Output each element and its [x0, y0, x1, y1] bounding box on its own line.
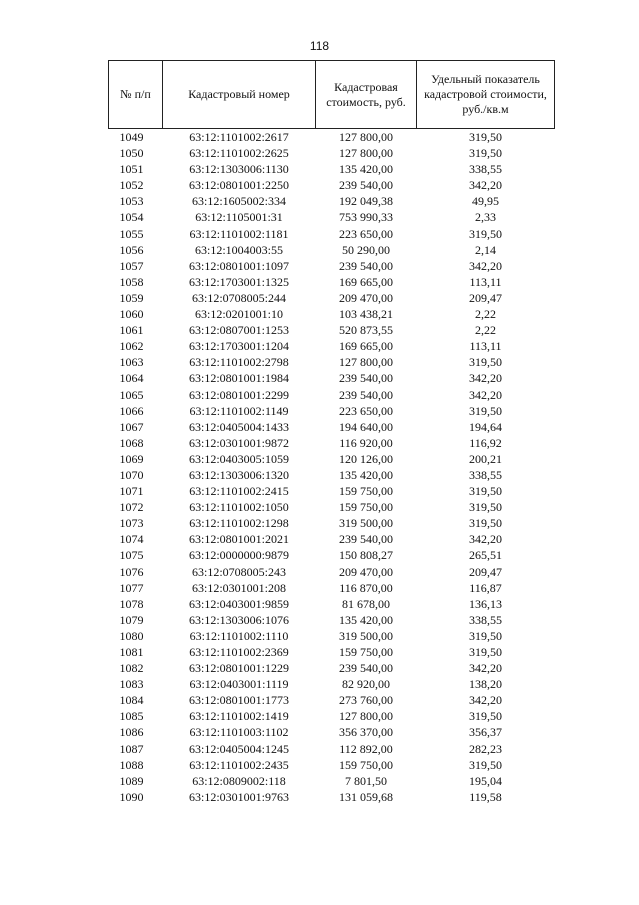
table-row	[109, 741, 555, 757]
cadastral-value: 159 750,00	[339, 484, 393, 499]
specific-value: 319,50	[469, 516, 502, 531]
header-row	[109, 61, 555, 129]
row-number: 1053	[119, 194, 144, 209]
specific-value: 319,50	[469, 226, 502, 241]
specific-value: 2,14	[475, 242, 496, 257]
cadastral-value: 239 540,00	[339, 178, 393, 193]
cadastral-number: 63:12:1303006:1076	[188, 612, 289, 627]
table-row	[109, 757, 555, 773]
row-number: 1049	[119, 130, 144, 144]
table-row	[109, 193, 555, 209]
cadastral-number: 63:12:0301001:9763	[188, 789, 289, 804]
specific-value: 116,87	[469, 580, 502, 595]
cadastral-number: 63:12:1101002:2625	[189, 146, 289, 161]
specific-value: 195,04	[469, 773, 502, 788]
table-row	[109, 403, 555, 419]
table-row	[109, 628, 555, 644]
specific-value: 319,50	[469, 403, 502, 418]
cadastral-number: 63:12:0403005:1059	[188, 451, 289, 466]
cadastral-value: 239 540,00	[339, 661, 393, 676]
table-row	[109, 564, 555, 580]
row-number: 1087	[119, 741, 144, 756]
table-row	[109, 419, 555, 435]
specific-value: 113,11	[469, 274, 502, 289]
table-row	[109, 531, 555, 547]
specific-value: 319,50	[469, 709, 502, 724]
cadastral-number: 63:12:1101002:2415	[189, 484, 289, 499]
cadastral-number: 63:12:0801001:1984	[188, 371, 289, 386]
cadastral-value: 7 801,50	[345, 773, 387, 788]
cadastral-number: 63:12:1703001:1325	[188, 274, 289, 289]
cadastral-value: 127 800,00	[339, 130, 393, 144]
cadastral-value: 169 665,00	[339, 339, 393, 354]
table-row	[109, 177, 555, 193]
cadastral-number: 63:12:0403001:1119	[189, 677, 289, 692]
table-row	[109, 692, 555, 708]
cadastral-number: 63:12:1101003:1102	[189, 725, 289, 740]
table-row	[109, 226, 555, 242]
cadastral-number: 63:12:1105001:31	[195, 210, 283, 225]
row-number: 1084	[119, 693, 144, 708]
table-row	[109, 499, 555, 515]
row-number: 1075	[119, 548, 144, 563]
cadastral-value: 169 665,00	[339, 274, 393, 289]
row-number: 1063	[119, 355, 144, 370]
cadastral-number: 63:12:0405004:1433	[188, 419, 289, 434]
cadastral-number: 63:12:0801001:1229	[188, 661, 289, 676]
row-number: 1057	[119, 258, 144, 273]
cadastral-value: 319 500,00	[339, 516, 393, 531]
row-number: 1050	[119, 146, 144, 161]
specific-value: 200,21	[469, 451, 502, 466]
specific-value: 342,20	[469, 258, 502, 273]
table-row	[109, 789, 555, 805]
cadastral-value: 192 049,38	[339, 194, 393, 209]
row-number: 1068	[119, 435, 144, 450]
specific-value: 342,20	[469, 693, 502, 708]
cadastral-value: 82 920,00	[342, 677, 390, 692]
cadastral-number: 63:12:1101002:2435	[189, 757, 289, 772]
table-row	[109, 515, 555, 531]
table-row	[109, 129, 555, 146]
row-number: 1056	[119, 242, 144, 257]
table-row	[109, 708, 555, 724]
cadastral-number: 63:12:1101002:1110	[189, 628, 289, 643]
cadastral-table	[108, 60, 555, 805]
row-number: 1074	[119, 532, 144, 547]
row-number: 1064	[119, 371, 144, 386]
table-row	[109, 724, 555, 740]
cadastral-value: 159 750,00	[339, 757, 393, 772]
cadastral-number: 63:12:0807001:1253	[188, 323, 289, 338]
table-row	[109, 435, 555, 451]
cadastral-number: 63:12:0708005:244	[191, 290, 286, 305]
table-row	[109, 547, 555, 563]
row-number: 1080	[119, 628, 144, 643]
row-number: 1066	[119, 403, 144, 418]
cadastral-number: 63:12:0809002:118	[192, 773, 286, 788]
row-number: 1085	[119, 709, 144, 724]
cadastral-number: 63:12:1101002:1149	[189, 403, 289, 418]
row-number: 1065	[119, 387, 144, 402]
cadastral-value: 159 750,00	[339, 500, 393, 515]
table-row	[109, 161, 555, 177]
cadastral-value: 50 290,00	[342, 242, 390, 257]
row-number: 1062	[119, 339, 144, 354]
cadastral-value: 209 470,00	[339, 564, 393, 579]
specific-value: 319,50	[469, 484, 502, 499]
cadastral-value: 239 540,00	[339, 532, 393, 547]
table-row	[109, 242, 555, 258]
cadastral-value: 209 470,00	[339, 290, 393, 305]
specific-value: 342,20	[469, 178, 502, 193]
cadastral-number: 63:12:0405004:1245	[188, 741, 289, 756]
specific-value: 356,37	[469, 725, 502, 740]
row-number: 1051	[119, 162, 144, 177]
row-number: 1078	[119, 596, 144, 611]
cadastral-value: 223 650,00	[339, 403, 393, 418]
specific-value: 209,47	[469, 290, 502, 305]
row-number: 1088	[119, 757, 144, 772]
cadastral-value: 135 420,00	[339, 612, 393, 627]
row-number: 1070	[119, 467, 144, 482]
specific-value: 265,51	[469, 548, 502, 563]
specific-value: 116,92	[469, 435, 502, 450]
row-number: 1061	[119, 323, 144, 338]
table-row	[109, 322, 555, 338]
specific-value: 342,20	[469, 661, 502, 676]
cadastral-number: 63:12:0801001:1097	[188, 258, 289, 273]
specific-value: 338,55	[469, 467, 502, 482]
specific-value: 319,50	[469, 628, 502, 643]
specific-value: 319,50	[469, 130, 502, 144]
cadastral-number: 63:12:1703001:1204	[188, 339, 289, 354]
cadastral-value: 356 370,00	[339, 725, 393, 740]
cadastral-number: 63:12:0801001:2250	[188, 178, 289, 193]
header-specific-value: Удельный показатель кадастровой стоимости, руб./кв.м	[417, 61, 555, 129]
cadastral-number: 63:12:1101002:1298	[189, 516, 289, 531]
cadastral-value: 127 800,00	[339, 146, 393, 161]
cadastral-value: 116 920,00	[339, 435, 393, 450]
cadastral-value: 120 126,00	[339, 451, 393, 466]
cadastral-number: 63:12:1101002:2369	[189, 645, 289, 659]
cadastral-value: 116 870,00	[339, 580, 393, 595]
cadastral-value: 150 808,27	[339, 548, 393, 563]
cadastral-number: 63:12:0000000:9879	[188, 548, 289, 563]
row-number: 1067	[119, 419, 144, 434]
cadastral-number: 63:12:0801001:2299	[188, 387, 289, 402]
specific-value: 138,20	[469, 677, 502, 692]
specific-value: 338,55	[469, 612, 502, 627]
row-number: 1058	[119, 274, 144, 289]
table-row	[109, 258, 555, 274]
cadastral-number: 63:12:1101002:2798	[189, 355, 289, 370]
header-cadastral-value: Кадастровая стоимость, руб.	[316, 61, 417, 129]
specific-value: 194,64	[469, 419, 502, 434]
table-row	[109, 451, 555, 467]
cadastral-number: 63:12:0301001:208	[191, 580, 286, 595]
row-number: 1055	[119, 226, 144, 241]
specific-value: 319,50	[469, 500, 502, 515]
cadastral-number: 63:12:1101002:1181	[189, 226, 289, 241]
table-row	[109, 596, 555, 612]
table-row	[109, 773, 555, 789]
specific-value: 319,50	[469, 645, 502, 659]
row-number: 1076	[119, 564, 144, 579]
cadastral-value: 103 438,21	[339, 307, 393, 322]
row-number: 1082	[119, 661, 144, 676]
cadastral-value: 273 760,00	[339, 693, 393, 708]
cadastral-number: 63:12:0801001:1773	[188, 693, 289, 708]
cadastral-value: 127 800,00	[339, 355, 393, 370]
cadastral-value: 131 059,68	[339, 789, 393, 804]
table-row	[109, 483, 555, 499]
cadastral-value: 239 540,00	[339, 258, 393, 273]
specific-value: 113,11	[469, 339, 502, 354]
table-body	[109, 129, 555, 805]
row-number: 1052	[119, 178, 144, 193]
cadastral-value: 127 800,00	[339, 709, 393, 724]
cadastral-number: 63:12:1101002:1050	[189, 500, 289, 515]
row-number: 1054	[119, 210, 144, 225]
specific-value: 209,47	[469, 564, 502, 579]
cadastral-number: 63:12:0403001:9859	[188, 596, 289, 611]
cadastral-number: 63:12:1101002:2617	[189, 130, 289, 144]
table-row	[109, 290, 555, 306]
specific-value: 2,22	[475, 323, 496, 338]
table-row	[109, 676, 555, 692]
specific-value: 282,23	[469, 741, 502, 756]
cadastral-number: 63:12:1101002:1419	[189, 709, 289, 724]
cadastral-number: 63:12:0801001:2021	[188, 532, 289, 547]
specific-value: 119,58	[469, 789, 502, 804]
table-row	[109, 660, 555, 676]
table-row	[109, 612, 555, 628]
cadastral-number: 63:12:1605002:334	[191, 194, 286, 209]
cadastral-value: 753 990,33	[339, 210, 393, 225]
specific-value: 342,20	[469, 371, 502, 386]
row-number: 1060	[119, 307, 144, 322]
specific-value: 342,20	[469, 387, 502, 402]
cadastral-value: 239 540,00	[339, 387, 393, 402]
table-row	[109, 644, 555, 660]
row-number: 1086	[119, 725, 144, 740]
specific-value: 2,22	[475, 307, 496, 322]
row-number: 1079	[119, 612, 144, 627]
table-row	[109, 467, 555, 483]
page-number: 118	[309, 39, 330, 53]
cadastral-number: 63:12:1303006:1130	[189, 162, 289, 177]
cadastral-number: 63:12:0301001:9872	[188, 435, 289, 450]
header-cadastral-number: Кадастровый номер	[163, 61, 316, 129]
cadastral-value: 194 640,00	[339, 419, 393, 434]
table-row	[109, 580, 555, 596]
table-row	[109, 354, 555, 370]
cadastral-value: 135 420,00	[339, 467, 393, 482]
specific-value: 49,95	[472, 194, 499, 209]
row-number: 1090	[119, 789, 144, 804]
cadastral-value: 135 420,00	[339, 162, 393, 177]
table-row	[109, 274, 555, 290]
cadastral-number: 63:12:0708005:243	[191, 564, 286, 579]
row-number: 1072	[119, 500, 144, 515]
row-number: 1081	[119, 645, 144, 659]
cadastral-value: 223 650,00	[339, 226, 393, 241]
table-header	[109, 61, 555, 129]
row-number: 1089	[119, 773, 144, 788]
table-row	[109, 209, 555, 225]
cadastral-value: 159 750,00	[339, 645, 393, 659]
cadastral-value: 239 540,00	[339, 371, 393, 386]
row-number: 1069	[119, 451, 144, 466]
table-row	[109, 387, 555, 403]
specific-value: 136,13	[469, 596, 502, 611]
cadastral-number: 63:12:1004003:55	[194, 242, 283, 257]
table-row	[109, 306, 555, 322]
table-row	[109, 145, 555, 161]
row-number: 1073	[119, 516, 144, 531]
specific-value: 319,50	[469, 146, 502, 161]
specific-value: 319,50	[469, 355, 502, 370]
cadastral-value: 112 892,00	[339, 741, 393, 756]
cadastral-value: 520 873,55	[339, 323, 393, 338]
row-number: 1083	[119, 677, 144, 692]
cadastral-value: 319 500,00	[339, 628, 393, 643]
row-number: 1077	[119, 580, 144, 595]
specific-value: 2,33	[475, 210, 496, 225]
specific-value: 319,50	[469, 757, 502, 772]
table-row	[109, 370, 555, 386]
specific-value: 338,55	[469, 162, 502, 177]
row-number: 1059	[119, 290, 144, 305]
cadastral-value: 81 678,00	[342, 596, 390, 611]
specific-value: 342,20	[469, 532, 502, 547]
table-row	[109, 338, 555, 354]
row-number: 1071	[119, 484, 144, 499]
cadastral-number: 63:12:0201001:10	[194, 307, 283, 322]
header-number: № п/п	[109, 61, 163, 129]
cadastral-number: 63:12:1303006:1320	[188, 467, 289, 482]
